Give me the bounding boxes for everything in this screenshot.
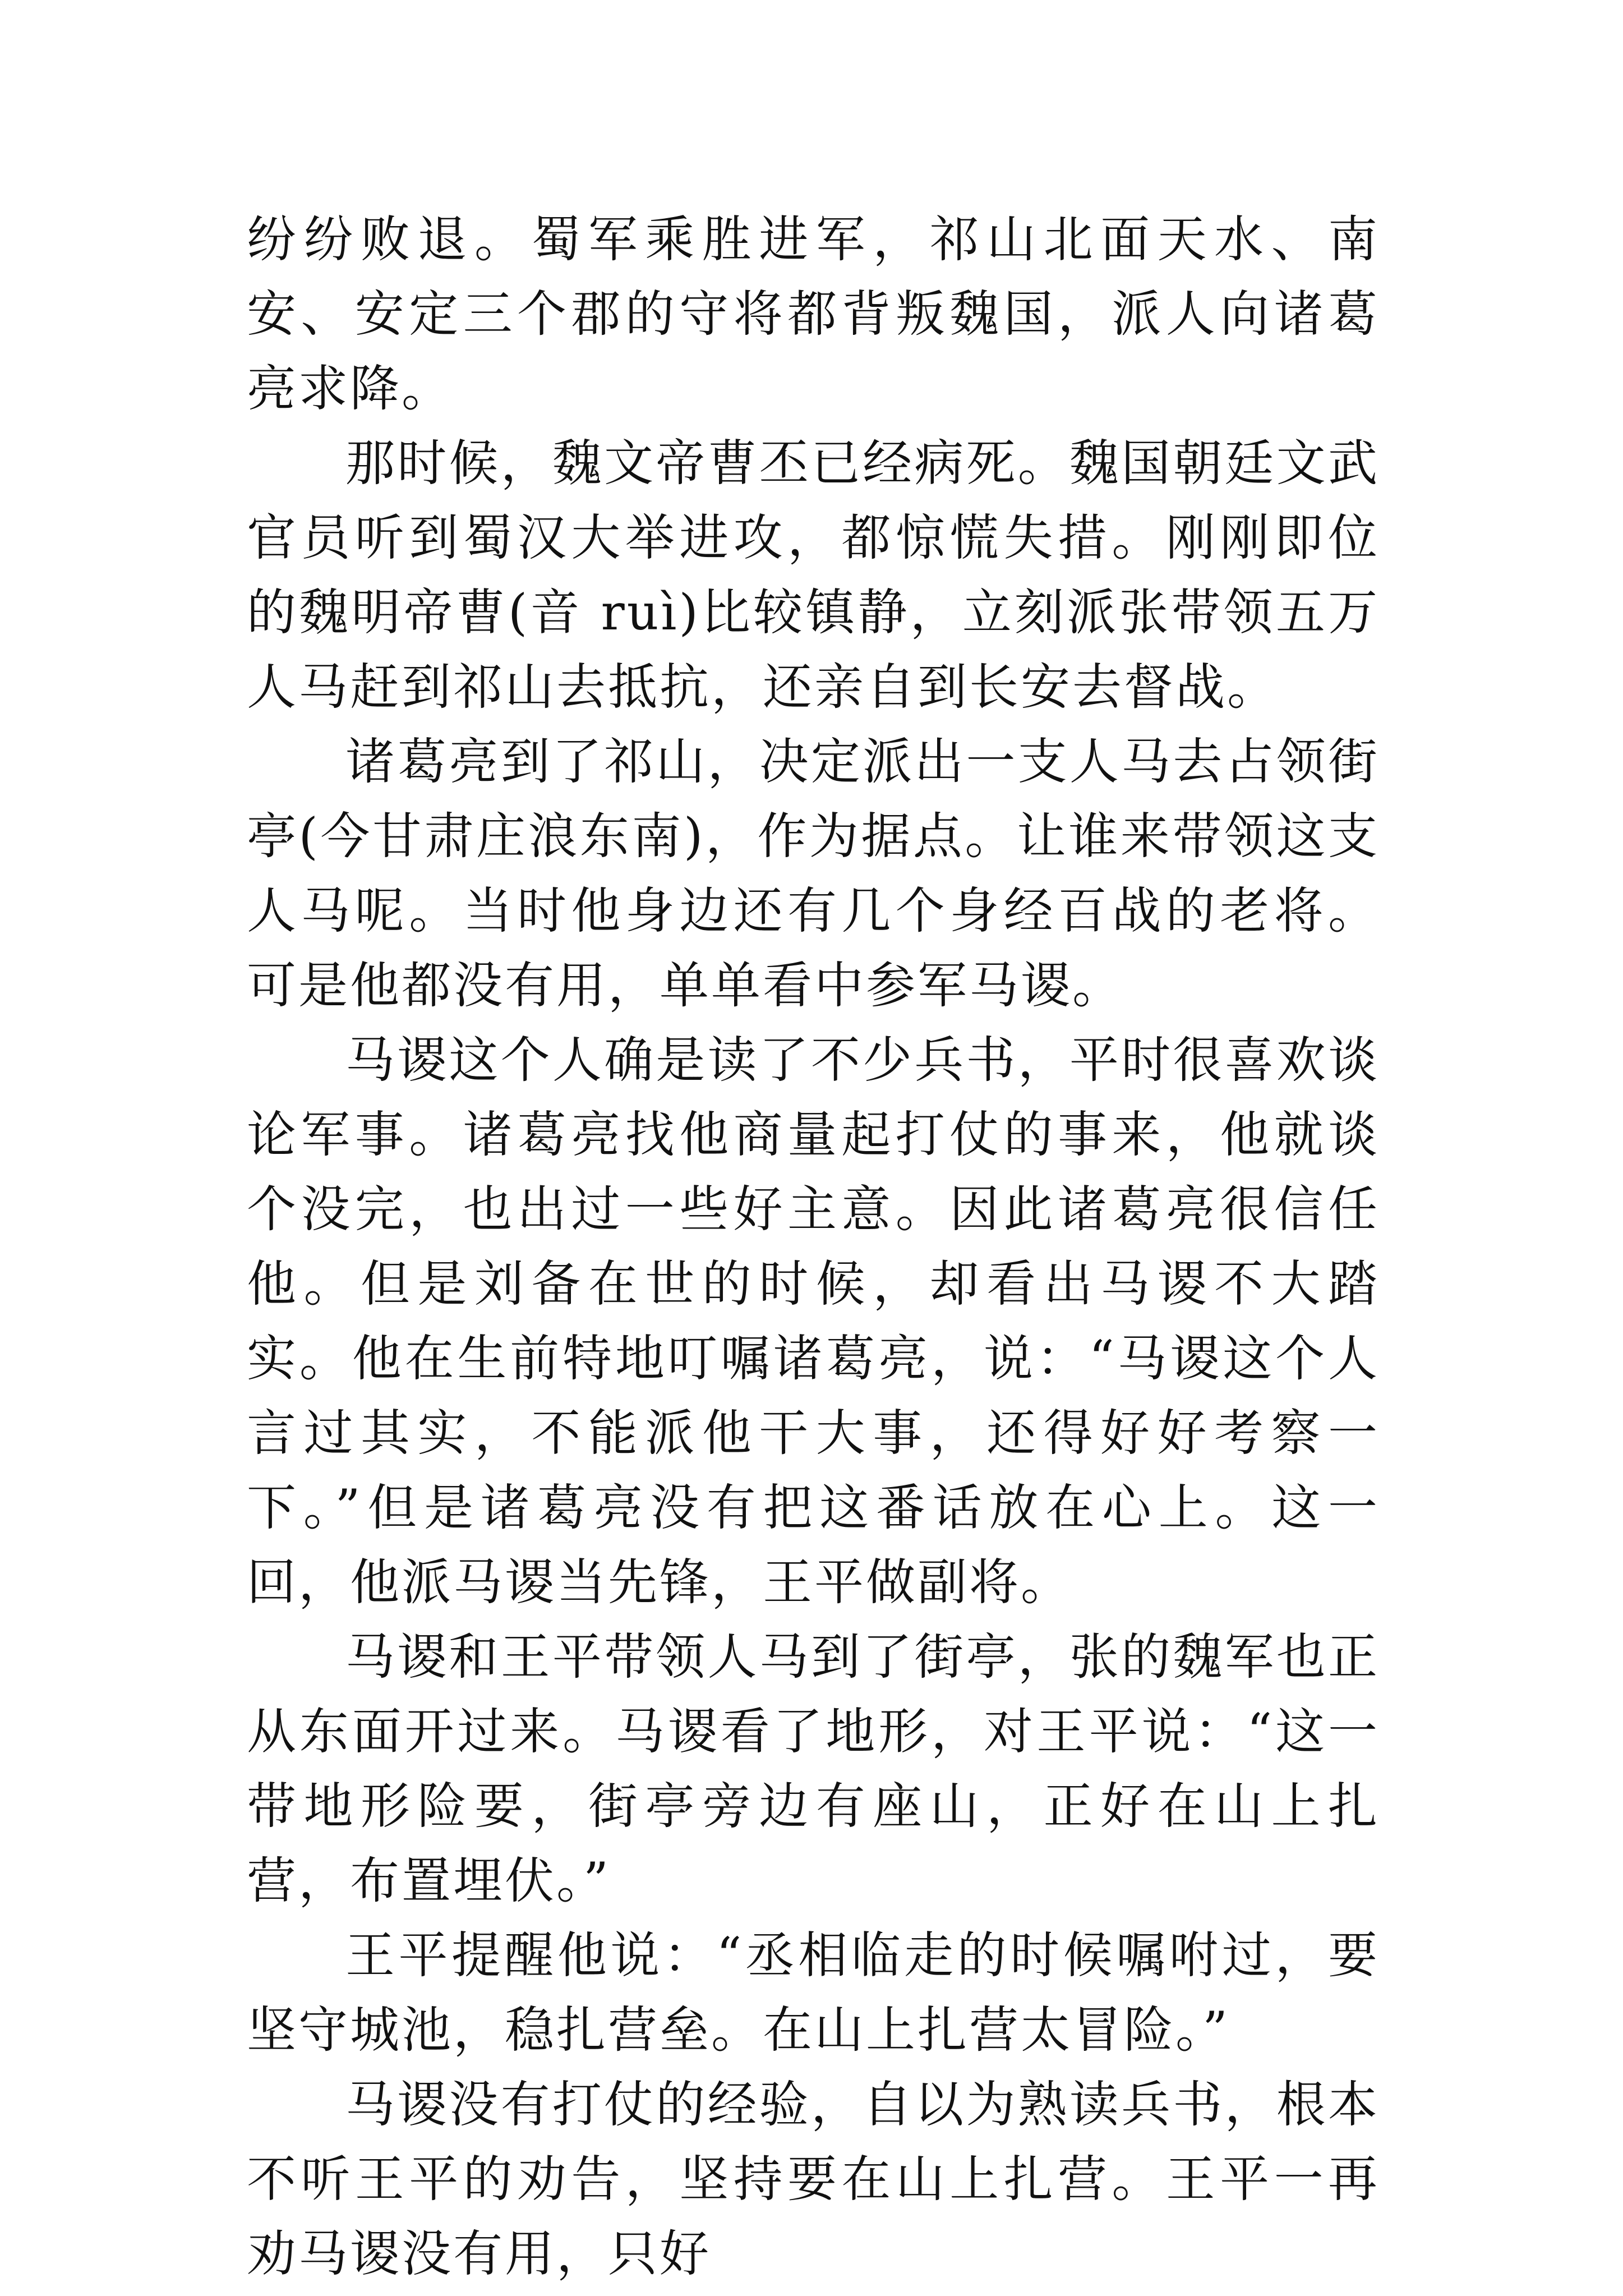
paragraph-6: 王平提醒他说：“丞相临走的时候嘱咐过，要坚守城池，稳扎营垒。在山上扎营太冒险。” xyxy=(247,1926,1380,2059)
paragraph-2: 那时候，魏文帝曹丕已经病死。魏国朝廷文武官员听到蜀汉大举进攻，都惊慌失措。刚刚即位的魏明帝曹(音 ruì)比较镇静，立刻派张带领五万人马赶到祁山去抵抗，还亲自到长安去督战。 xyxy=(247,434,1380,716)
paragraph-1: 纷纷败退。蜀军乘胜进军，祁山北面天水、南安、安定三个郡的守将都背叛魏国，派人向诸葛亮求降。 xyxy=(247,210,1380,417)
paragraph-3: 诸葛亮到了祁山，决定派出一支人马去占领街亭(今甘肃庄浪东南)，作为据点。让谁来带领这支人马呢。当时他身边还有几个身经百战的老将。可是他都没有用，单单看中参军马谡。 xyxy=(247,733,1380,1014)
paragraph-5: 马谡和王平带领人马到了街亭，张的魏军也正从东面开过来。马谡看了地形，对王平说：“这一带地形险要，街亭旁边有座山，正好在山上扎营，布置埋伏。” xyxy=(247,1628,1380,1910)
body-text xyxy=(247,202,1380,2291)
paragraph-7: 马谡没有打仗的经验，自以为熟读兵书，根本不听王平的劝告，坚持要在山上扎营。王平一再劝马谡没有用，只好 xyxy=(247,2076,1380,2283)
paragraph-4: 马谡这个人确是读了不少兵书，平时很喜欢谈论军事。诸葛亮找他商量起打仗的事来，他就谈个没完，也出过一些好主意。因此诸葛亮很信任他。但是刘备在世的时候，却看出马谡不大踏实。他在生前特地叮嘱诸葛亮，说：“马谡这个人言过其实，不能派他干大事，还得好好考察一下。”但是诸葛亮没有把这番话放在心上。这一回，他派马谡当先锋，王平做副将。 xyxy=(247,1031,1380,1611)
